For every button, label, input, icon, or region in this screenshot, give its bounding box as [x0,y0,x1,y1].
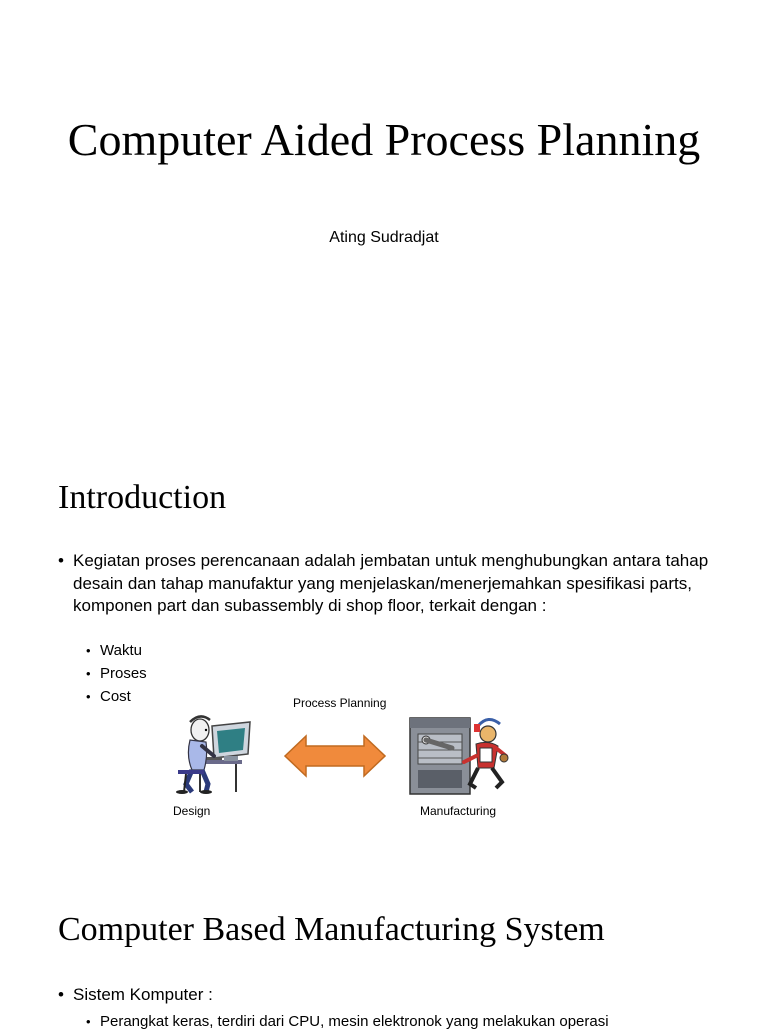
bullet-item: • Sistem Komputer : [58,984,718,1007]
bullet-list [58,984,718,1007]
presentation-author: Ating Sudradjat [329,229,439,246]
design-label: Design [173,804,211,818]
manufacturing-machine-icon [404,712,512,798]
sub-bullet-list [86,639,147,708]
sub-bullet-item: • Proses [86,662,147,685]
slide-title: Introduction [58,479,227,516]
title-slide [0,0,768,432]
presentation-title: Computer Aided Process Planning [67,114,701,165]
bullet-list [58,550,718,618]
sub-bullet-item: • Perangkat keras, terdiri dari CPU, mesin elektronok yang melakukan operasi [86,1010,726,1033]
manufacturing-label: Manufacturing [420,804,497,818]
process-planning-label: Process Planning [293,696,387,710]
sub-bullet-item: • Waktu [86,639,147,662]
slide-title: Computer Based Manufacturing System [58,911,605,948]
double-arrow-icon [284,734,386,778]
introduction-slide [0,432,768,864]
manufacturing-system-slide [0,864,768,1030]
bullet-item: • Kegiatan proses perencanaan adalah jembatan untuk menghubungkan antara tahap desain dan tahap manufaktur yang menjelaskan/menerjemahkan spesifikasi parts, komponen part dan subassembly di shop floor, terkait dengan : [58,550,718,618]
designer-computer-icon [164,712,254,796]
sub-bullet-list [86,1010,726,1033]
sub-bullet-item: • Cost [86,685,147,708]
